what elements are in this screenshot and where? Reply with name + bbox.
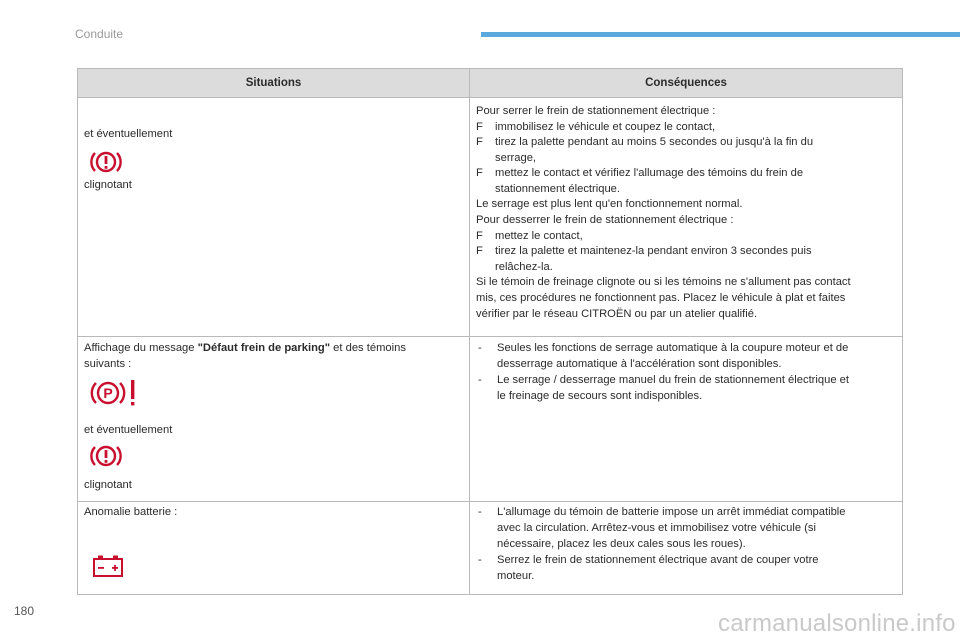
bullet-icon: F	[476, 136, 483, 148]
row1-situation-line2: clignotant	[84, 179, 132, 191]
section-title: Conduite	[75, 27, 124, 41]
row1-step: tirez la palette pendant au moins 5 secondes ou jusqu'à la fin du	[495, 136, 814, 148]
dash-bullet: -	[478, 342, 482, 354]
section-accent-bar	[481, 32, 960, 37]
row3-consequence: Serrez le frein de stationnement électrique avant de couper votre	[497, 554, 819, 566]
bullet-icon: F	[476, 167, 483, 179]
row1-step: immobilisez le véhicule et coupez le contact,	[495, 121, 716, 133]
header-situations: Situations	[245, 77, 302, 89]
row1-paragraph: vérifier par le réseau CITROËN ou par un atelier qualifié.	[476, 308, 758, 320]
row3-consequence-cont: avec la circulation. Arrêtez-vous et immobilisez votre véhicule (si	[497, 522, 816, 534]
row1-step: mettez le contact,	[495, 230, 583, 242]
row2-consequence: Le serrage / desserrage manuel du frein de stationnement électrique et	[497, 374, 849, 386]
row2-consequence-cont: le freinage de secours sont indisponibles.	[497, 390, 703, 402]
row1-step-cont: relâchez-la.	[495, 261, 553, 273]
column-divider	[469, 69, 470, 594]
dash-bullet: -	[478, 554, 482, 566]
row1-intro: Pour serrer le frein de stationnement électrique :	[476, 105, 716, 117]
row-divider	[78, 501, 902, 502]
table-header	[78, 69, 902, 98]
row3-consequence-cont: nécessaire, placez les deux cales sous les roues).	[497, 538, 746, 550]
row-divider	[78, 336, 902, 337]
row1-paragraph: Le serrage est plus lent qu'en fonctionnement normal.	[476, 198, 743, 210]
row2-situation-line1: Affichage du message "Défaut frein de parking" et des témoins	[84, 342, 406, 354]
row1-step: tirez la palette et maintenez-la pendant environ 3 secondes puis	[495, 245, 812, 257]
row1-situation-line1: et éventuellement	[84, 128, 173, 140]
watermark: carmanualsonline.info	[718, 610, 956, 637]
row3-situation-line1: Anomalie batterie :	[84, 506, 178, 518]
row1-paragraph: mis, ces procédures ne fonctionnent pas. Placez le véhicule à plat et faites	[476, 292, 846, 304]
row2-situation-line4: clignotant	[84, 479, 132, 491]
row1-step: mettez le contact et vérifiez l'allumage des témoins du frein de	[495, 167, 804, 179]
header-consequences: Conséquences	[645, 77, 727, 89]
brake-warning-icon	[90, 148, 122, 176]
row2-consequence: Seules les fonctions de serrage automatique à la coupure moteur et de	[497, 342, 849, 354]
row2-situation-line2: suivants :	[84, 358, 132, 370]
row1-step-cont: serrage,	[495, 152, 537, 164]
page-number: 180	[14, 604, 35, 618]
row3-consequence: L'allumage du témoin de batterie impose un arrêt immédiat compatible	[497, 506, 846, 518]
row1-paragraph: Pour desserrer le frein de stationnement électrique :	[476, 214, 734, 226]
parking-brake-fault-icon	[90, 377, 146, 409]
bullet-icon: F	[476, 121, 483, 133]
row3-consequence-cont: moteur.	[497, 570, 535, 582]
situations-table	[77, 68, 903, 595]
bullet-icon: F	[476, 245, 483, 257]
battery-warning-icon	[92, 554, 124, 578]
dash-bullet: -	[478, 374, 482, 386]
fault-message: "Défaut frein de parking"	[197, 342, 331, 354]
dash-bullet: -	[478, 506, 482, 518]
row2-situation-line3: et éventuellement	[84, 424, 173, 436]
svg-text:P: P	[103, 385, 113, 401]
brake-warning-icon	[90, 442, 122, 470]
row2-consequence-cont: desserrage automatique à l'accélération sont disponibles.	[497, 358, 782, 370]
bullet-icon: F	[476, 230, 483, 242]
row1-paragraph: Si le témoin de freinage clignote ou si les témoins ne s'allument pas contact	[476, 276, 851, 288]
row1-step-cont: stationnement électrique.	[495, 183, 621, 195]
